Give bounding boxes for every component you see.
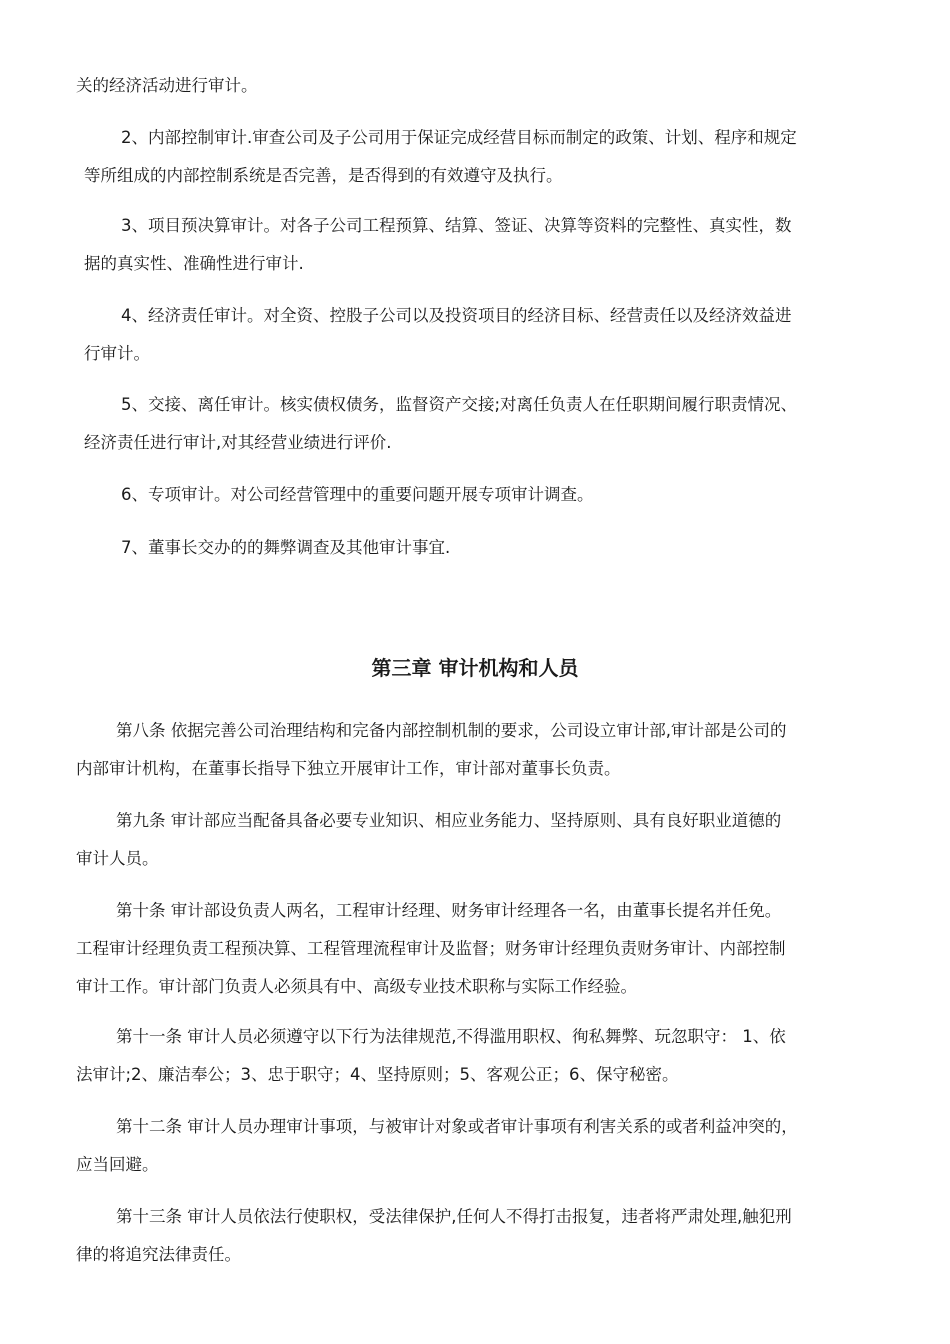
item-continuation-line: 关的经济活动进行审计。 <box>76 76 258 95</box>
article-12-line-2: 应当回避。 <box>76 1155 159 1174</box>
chapter-title: 第三章 审计机构和人员 <box>371 656 579 680</box>
article-12-line-1: 第十二条 审计人员办理审计事项，与被审计对象或者审计事项有利害关系的或者利益冲突的， <box>116 1117 798 1136</box>
article-13-line-1: 第十三条 审计人员依法行使职权，受法律保护,任何人不得打击报复，违者将严肃处理,触犯刑 <box>116 1207 792 1226</box>
item-5-line-2: 经济责任进行审计,对其经营业绩进行评价. <box>84 433 392 452</box>
item-5-line-1: 5、交接、离任审计。核实债权债务，监督资产交接;对离任负责人在任职期间履行职责情况、 <box>121 395 798 414</box>
article-11-line-1: 第十一条 审计人员必须遵守以下行为法律规范,不得滥用职权、徇私舞弊、玩忽职守： 1、依 <box>116 1027 786 1046</box>
item-2-line-2: 等所组成的内部控制系统是否完善，是否得到的有效遵守及执行。 <box>84 166 563 185</box>
item-7-line-1: 7、董事长交办的的舞弊调查及其他审计事宜. <box>121 538 451 557</box>
article-10-line-1: 第十条 审计部设负责人两名，工程审计经理、财务审计经理各一名，由董事长提名并任免。 <box>116 901 782 920</box>
article-10-line-3: 审计工作。审计部门负责人必须具有中、高级专业技术职称与实际工作经验。 <box>76 977 637 996</box>
article-10-line-2: 工程审计经理负责工程预决算、工程管理流程审计及监督；财务审计经理负责财务审计、内部控制 <box>76 939 786 958</box>
item-3-line-1: 3、项目预决算审计。对各子公司工程预算、结算、签证、决算等资料的完整性、真实性，数 <box>121 216 792 235</box>
item-4-line-1: 4、经济责任审计。对全资、控股子公司以及投资项目的经济目标、经营责任以及经济效益进 <box>121 306 792 325</box>
item-4-line-2: 行审计。 <box>84 344 150 363</box>
item-6-line-1: 6、专项审计。对公司经营管理中的重要问题开展专项审计调查。 <box>121 485 594 504</box>
item-3-line-2: 据的真实性、准确性进行审计. <box>84 254 304 273</box>
item-2-line-1: 2、内部控制审计.审查公司及子公司用于保证完成经营目标而制定的政策、计划、程序和规定 <box>121 128 797 147</box>
article-13-line-2: 律的将追究法律责任。 <box>76 1245 241 1264</box>
article-8-line-1: 第八条 依据完善公司治理结构和完备内部控制机制的要求，公司设立审计部,审计部是公司的 <box>116 721 787 740</box>
article-9-line-2: 审计人员。 <box>76 849 159 868</box>
article-9-line-1: 第九条 审计部应当配备具备必要专业知识、相应业务能力、坚持原则、具有良好职业道德的 <box>116 811 782 830</box>
article-11-line-2: 法审计;2、廉洁奉公；3、忠于职守；4、坚持原则；5、客观公正；6、保守秘密。 <box>76 1065 679 1084</box>
article-8-line-2: 内部审计机构，在董事长指导下独立开展审计工作，审计部对董事长负责。 <box>76 759 621 778</box>
